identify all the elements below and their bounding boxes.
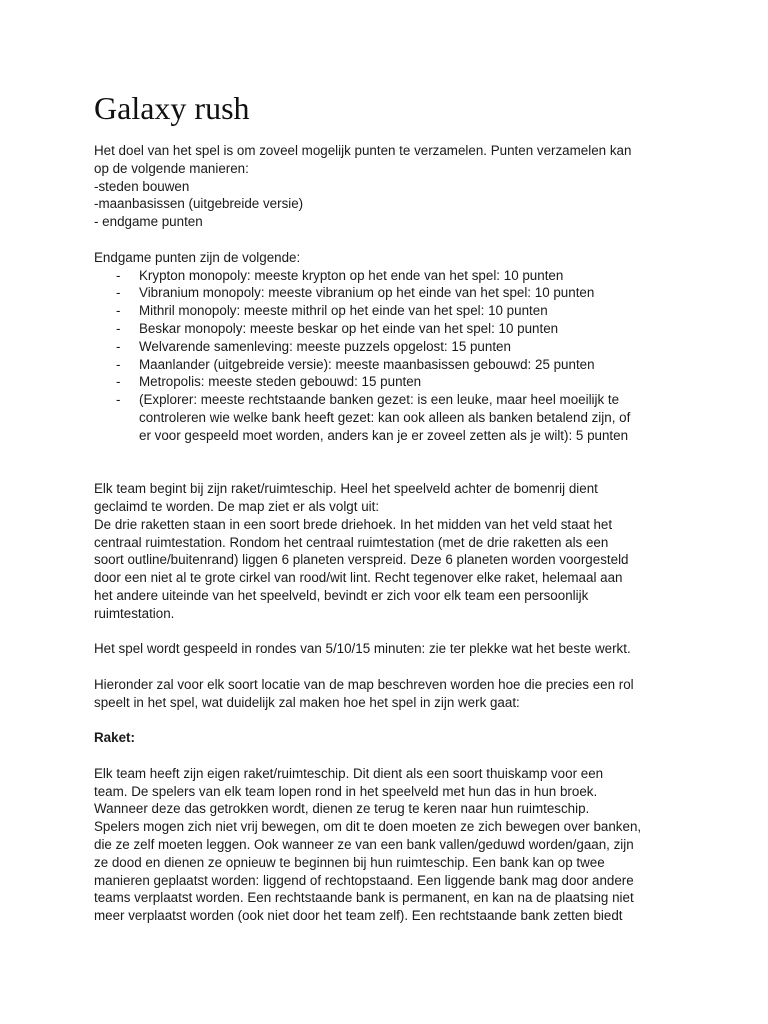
text-line: Elk team begint bij zijn raket/ruimteschip. Heel het speelveld achter de bomenrij dient	[94, 481, 598, 497]
text-line: meer verplaatst worden (ook niet door het team zelf). Een rechtstaande bank zetten biedt	[94, 908, 623, 924]
dash-bullet: -	[116, 338, 121, 354]
text-line: soort outline/buitenrand) liggen 6 planeten verspreid. Deze 6 planeten worden voorgesteld	[94, 552, 629, 568]
document-page	[94, 88, 704, 925]
list-item: - Maanlander (uitgebreide versie): meeste maanbasissen gebouwd: 25 punten	[116, 356, 595, 372]
list-item: - Mithril monopoly: meeste mithril op het einde van het spel: 10 punten	[116, 303, 548, 319]
text-line: centraal ruimtestation. Rondom het centraal ruimtestation (met de drie raketten als een	[94, 534, 609, 550]
text-line: speelt in het spel, wat duidelijk zal maken hoe het spel in zijn werk gaat:	[94, 694, 520, 710]
dash-bullet: -	[116, 285, 121, 301]
text-line: Het doel van het spel is om zoveel mogelijk punten te verzamelen. Punten verzamelen kan	[94, 143, 632, 158]
text-line: -steden bouwen	[94, 178, 190, 194]
raket-heading: Raket:	[94, 730, 135, 746]
list-item: - Beskar monopoly: meeste beskar op het einde van het spel: 10 punten	[116, 320, 559, 336]
dash-bullet: -	[116, 392, 121, 408]
text-line: die ze zelf moeten leggen. Ook wanneer ze van een bank vallen/geduwd worden/gaan, zijn	[94, 837, 634, 853]
text-line: het andere uiteinde van het speelveld, bevindt er zich voor elk team een persoonlijk	[94, 587, 589, 603]
dash-bullet: -	[116, 374, 121, 390]
list-item: - Metropolis: meeste steden gebouwd: 15 punten	[116, 374, 422, 390]
text-line: Hieronder zal voor elk soort locatie van de map beschreven worden hoe die precies een rol	[94, 676, 634, 692]
text-line: Spelers mogen zich niet vrij bewegen, om dit te doen moeten ze zich bewegen over banken,	[94, 819, 642, 835]
text-line: Elk team heeft zijn eigen raket/ruimteschip. Dit dient als een soort thuiskamp voor een	[94, 765, 604, 781]
dash-bullet: -	[116, 356, 121, 372]
text-line: -maanbasissen (uitgebreide versie)	[94, 196, 304, 212]
text-line: teams verplaatst worden. Een rechtstaande bank is permanent, en kan na de plaatsing niet	[94, 890, 634, 906]
dash-bullet: -	[116, 320, 121, 336]
list-item: - Krypton monopoly: meeste krypton op het ende van het spel: 10 punten	[116, 267, 564, 283]
endgame-heading: Endgame punten zijn de volgende:	[94, 249, 301, 265]
dash-bullet: -	[116, 267, 121, 283]
list-item: - Welvarende samenleving: meeste puzzels opgelost: 15 punten	[116, 338, 511, 354]
text-line: door een niet al te grote cirkel van rood/wit lint. Recht tegenover elke raket, helemaal aan	[94, 570, 623, 586]
rounds-paragraph: Het spel wordt gespeeld in rondes van 5/10/15 minuten: zie ter plekke wat het beste werkt.	[94, 641, 631, 657]
document-title: Galaxy rush	[94, 90, 250, 126]
text-line: ruimtestation.	[94, 605, 175, 621]
text-line: De drie raketten staan in een soort brede driehoek. In het midden van het veld staat het	[94, 516, 613, 532]
intro-paragraph	[94, 142, 704, 231]
text-line: geclaimd te worden. De map ziet er als volgt uit:	[94, 498, 380, 514]
text-line: team. De spelers van elk team lopen rond in het speelveld met hun das in hun broek.	[94, 783, 598, 799]
text-line: Wanneer deze das getrokken wordt, dienen ze terug te keren naar hun ruimteschip.	[94, 801, 590, 817]
raket-paragraph	[94, 765, 704, 925]
endgame-list	[94, 267, 704, 445]
locations-paragraph	[94, 676, 704, 712]
text-line: - endgame punten	[94, 214, 203, 230]
text-line: ze dood en dienen ze opnieuw te beginnen bij hun ruimteschip. Een bank kan op twee	[94, 854, 605, 870]
list-item: - (Explorer: meeste rechtstaande banken gezet: is een leuke, maar heel moeilijk te controleren wie welke bank heeft gezet: kan ook alleen als banken betalend zijn, of er voor gespeeld moet worden, anders kan je er zoveel zetten als je wilt): 5 punten	[116, 392, 631, 443]
text-line: op de volgende manieren:	[94, 160, 249, 176]
text-line: manieren geplaatst worden: liggend of rechtopstaand. Een liggende bank mag door andere	[94, 872, 634, 888]
list-item: - Vibranium monopoly: meeste vibranium op het einde van het spel: 10 punten	[116, 285, 595, 301]
map-paragraph	[94, 480, 704, 622]
dash-bullet: -	[116, 303, 121, 319]
